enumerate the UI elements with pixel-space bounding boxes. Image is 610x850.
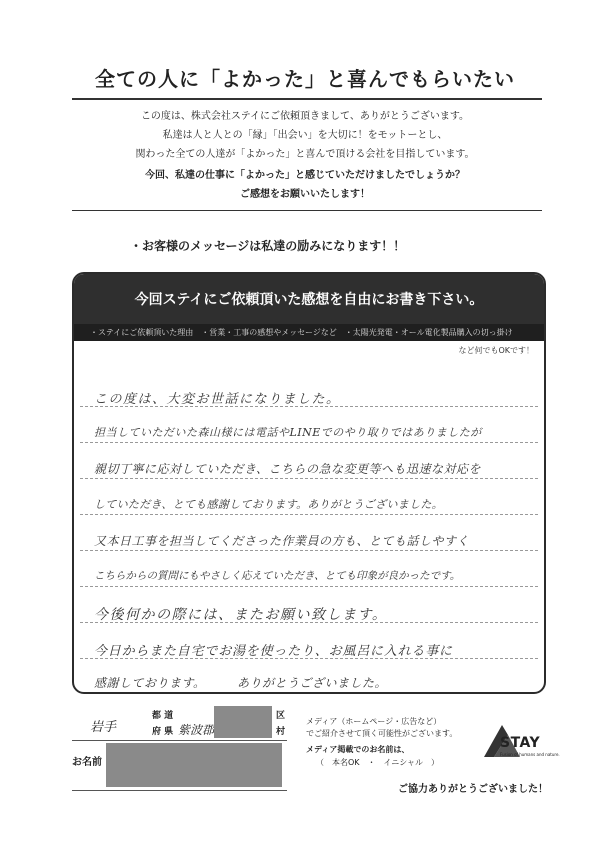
town-handwritten: 紫波郡: [178, 723, 215, 737]
panel-anything-ok: など何でもOKです！: [458, 346, 534, 355]
handwritten-line: 今日からまた自宅でお湯を使ったり、お風呂に入れる事に: [94, 644, 453, 659]
address-underline: [72, 740, 287, 741]
intro-question: 今回、私達の仕事に「よかった」と感じていただけましたでしょうか？: [145, 170, 465, 181]
media-name-label: メディア掲載でのお名前は、: [306, 745, 410, 754]
handwritten-line: この度は、大変お世話になりました。: [94, 392, 341, 407]
handwritten-line: していただき、とても感謝しております。ありがとうございました。: [94, 498, 443, 511]
prefecture-handwritten: 岩手: [90, 720, 117, 735]
redacted-address: [214, 706, 272, 738]
message-banner: ・お客様のメッセージは私達の励みになります！！: [130, 239, 406, 253]
footer-thanks: ご協力ありがとうございました！: [398, 784, 548, 795]
media-notice-2: でご紹介させて頂く可能性がございます。: [306, 729, 458, 738]
media-name-options: （ 本名OK ・ イニシャル ）: [316, 758, 440, 767]
intro-line-2: 私達は人と人との「縁」「出会い」を大切に！をモットーとし、: [162, 130, 448, 141]
logo-tagline: Fusion of humans and nature.: [500, 752, 560, 757]
title-divider: [72, 98, 542, 100]
ku-label: 区: [276, 711, 286, 721]
handwritten-line: 親切丁寧に応対していただき、こちらの急な変更等へも迅速な対応を: [94, 462, 482, 476]
media-notice-1: メディア（ホームページ・広告など）: [306, 717, 442, 726]
comment-panel: [72, 272, 546, 694]
logo-wordmark: STAY: [500, 735, 541, 751]
handwritten-line: 感謝しております。 ありがとうございました。: [94, 676, 388, 690]
intro-request: ご感想をお願いいたします！: [240, 189, 370, 200]
redacted-name: [106, 743, 282, 787]
handwritten-line: 又本日工事を担当してくださった作業員の方も、とても話しやすく: [94, 534, 470, 548]
handwritten-line: 担当していただいた森山様には電話やLINEでのやり取りではありましたが: [94, 426, 482, 439]
fu-ken-label: 府 県: [152, 727, 174, 737]
mura-label: 村: [276, 727, 286, 737]
intro-line-1: この度は、株式会社ステイにご依頼頂きまして、ありがとうございます。: [140, 111, 470, 122]
name-label: お名前: [72, 757, 102, 768]
writing-line: [80, 442, 538, 443]
stay-logo: [480, 717, 560, 765]
writing-line: [80, 478, 538, 479]
writing-line: [80, 514, 538, 515]
intro-line-3: 関わった全ての人達が「よかった」と喜んで頂ける会社を目指しています。: [135, 149, 475, 160]
intro-divider: [72, 210, 542, 211]
writing-line: [80, 586, 538, 587]
handwritten-line: こちらからの質問にもやさしく応えていただき、とても印象が良かったです。: [94, 570, 461, 582]
page-title: 全ての人に「よかった」と喜んでもらいたい: [95, 67, 515, 91]
panel-subheading: ・ステイにご依頼頂いた理由 ・営業・工事の感想やメッセージなど ・太陽光発電・オール電化製品購入の切っ掛け: [74, 324, 544, 341]
panel-heading: 今回ステイにご依頼頂いた感想を自由にお書き下さい。: [74, 274, 544, 324]
handwritten-line: 今後何かの際には、またお願い致します。: [94, 607, 388, 623]
writing-line: [80, 550, 538, 551]
to-do-label: 都 道: [152, 711, 174, 721]
name-underline: [72, 790, 287, 791]
